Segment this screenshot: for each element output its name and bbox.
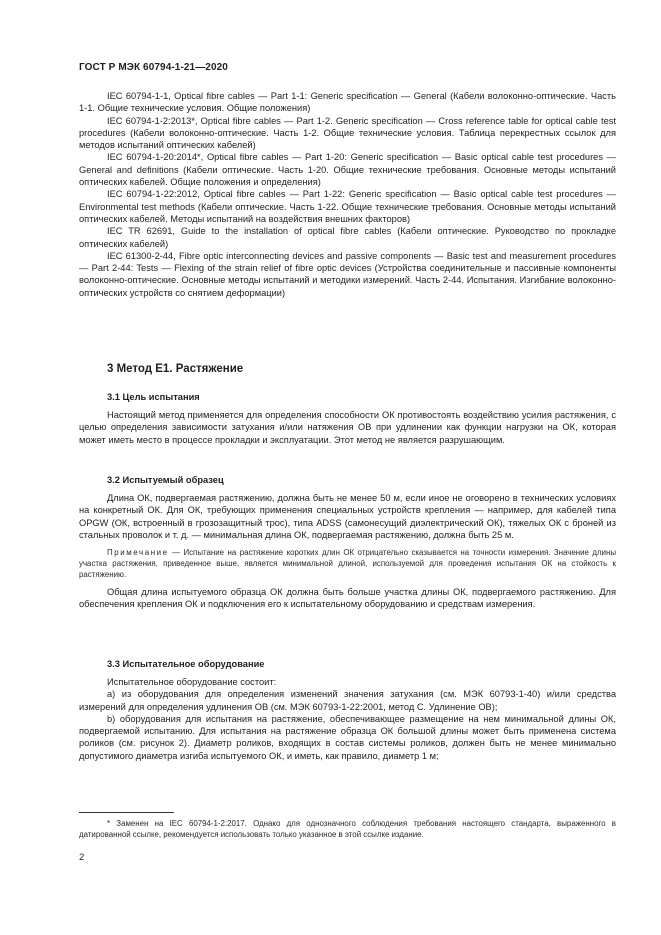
document-header: ГОСТ Р МЭК 60794-1-21—2020: [79, 62, 228, 73]
section-3-3-item-a: a) из оборудования для определения изменений значения затухания (см. МЭК 60793-1-40) и/или средства измерений для определения удлинения ОВ (см. МЭК 60793-1-22:2001, метод С. Удлинение ОВ);: [79, 689, 616, 712]
reference-iec-60794-1-2: IEC 60794-1-2:2013*, Optical fibre cables — Part 1-2. Generic specification — Cross reference table for optical cable test procedures (Кабели волоконно-оптические. Часть 1-2. Общие технические условия. Таблица перекрестных ссылок для методов испытаний оптических кабелей): [79, 115, 616, 151]
section-3-3-intro: Испытательное оборудование состоит:: [107, 677, 277, 687]
page-number: 2: [79, 852, 85, 863]
reference-iec-60794-1-1: IEC 60794-1-1, Optical fibre cables — Part 1-1: Generic specification — General (Кабели волоконно-оптические. Часть 1-1. Общие технические условия. Общие положения): [79, 91, 616, 114]
section-3-2-title: 3.2 Испытуемый образец: [107, 475, 224, 485]
section-3-3-item-b: b) оборудования для испытания на растяжение, обеспечивающее размещение на нем минимальной длины ОК, подвергаемой испытанию. Для испытания на растяжение образца ОК большой длины может быть применена система роликов (см. рисунок 2). Диаметр роликов, входящих в состав системы роликов, должен быть не менее минимально допустимого диаметра изгиба испытуемого ОК, и иметь, как правило, диаметр 1 м;: [79, 713, 616, 761]
reference-iec-60794-1-22: IEC 60794-1-22:2012, Optical fibre cables — Part 1-22: Generic specification — Basic optical cable test procedures — Environmental test methods (Кабели оптические. Часть 1-22. Общие технические требования. Основные методы испытаний оптических кабелей. Методы испытаний на воздействия внешних факторов): [79, 189, 616, 224]
normative-references-list: [79, 90, 616, 299]
section-3-1: [79, 391, 616, 446]
footnote-divider: [79, 812, 174, 813]
section-3-2-text: Длина ОК, подвергаемая растяжению, должна быть не менее 50 м, если иное не оговорено в технических условиях на конкретный ОК. Для ОК, требующих применения специальных устройств крепления — например, для кабелей типа OPGW (ОК, встроенный в грозозащитный трос), типа ADSS (самонесущий диэлектрический ОК), тяжелых ОК с броней из стальных проволок и т. д. — минимальная длина ОК, подвергаемая растяжению, должна быть 25 м.: [79, 493, 616, 540]
footnote: * Заменен на IEC 60794-1-2:2017. Однако для однозначного соблюдения требования настоящего стандарта, выраженного в датированной ссылке, рекомендуется использовать только указанное в этой ссылке издание.: [79, 819, 616, 839]
section-3-3-title: 3.3 Испытательное оборудование: [107, 659, 265, 669]
section-3-2-text-2: Общая длина испытуемого образца ОК должна быть больше участка длины ОК, подвергаемого растяжению. Для обеспечения крепления ОК и подключения его к испытательному оборудованию и средствам измерения.: [79, 587, 616, 610]
section-3-title: 3 Метод Е1. Растяжение: [107, 363, 244, 375]
reference-iec-60794-1-20: IEC 60794-1-20:2014*, Optical fibre cables — Part 1-20: Generic specification — Basic optical cable test procedures — General and definitions (Кабели оптические. Часть 1-20. Общие технические требования. Основные методы испытаний оптических кабелей. Общие положения и определения): [79, 152, 616, 188]
section-3-1-title: 3.1 Цель испытания: [107, 392, 200, 402]
note-text: — Испытание на растяжение коротких длин ОК отрицательно сказывается на точности измерения. Значение длины участка растяжения, приведенное выше, является минимальной длиной, используемой для проведения испытания ОК на стойкость к растяжению.: [79, 548, 616, 580]
section-3-2-note: [79, 547, 616, 580]
section-3-2: [79, 474, 616, 611]
reference-iec-61300-2-44: IEC 61300-2-44, Fibre optic interconnecting devices and passive components — Basic test and measurement procedures — Part 2-44: Tests — Flexing of the strain relief of fibre optic devices (Устройства соединительные и пассивные компоненты волоконно-оптические. Основные методы испытаний и методики измерений. Часть 2-44. Испытания. Изгибание волоконно-оптических устройств со снятием деформации): [79, 250, 616, 298]
section-3-3: [79, 658, 616, 762]
reference-iec-tr-62691: IEC TR 62691, Guide to the installation of optical fibre cables (Кабели оптические. Руководство по прокладке оптических кабелей): [79, 226, 616, 249]
section-3-1-text: Настоящий метод применяется для определения способности ОК противостоять воздействию усилия растяжения, с целью определения зависимости затухания и/или натяжения ОВ при удлинении как функции нагрузки на ОК, которая может иметь место в процессе прокладки и эксплуатации. Этот метод не является разрушающим.: [79, 410, 616, 445]
note-label: Примечание: [107, 548, 169, 558]
